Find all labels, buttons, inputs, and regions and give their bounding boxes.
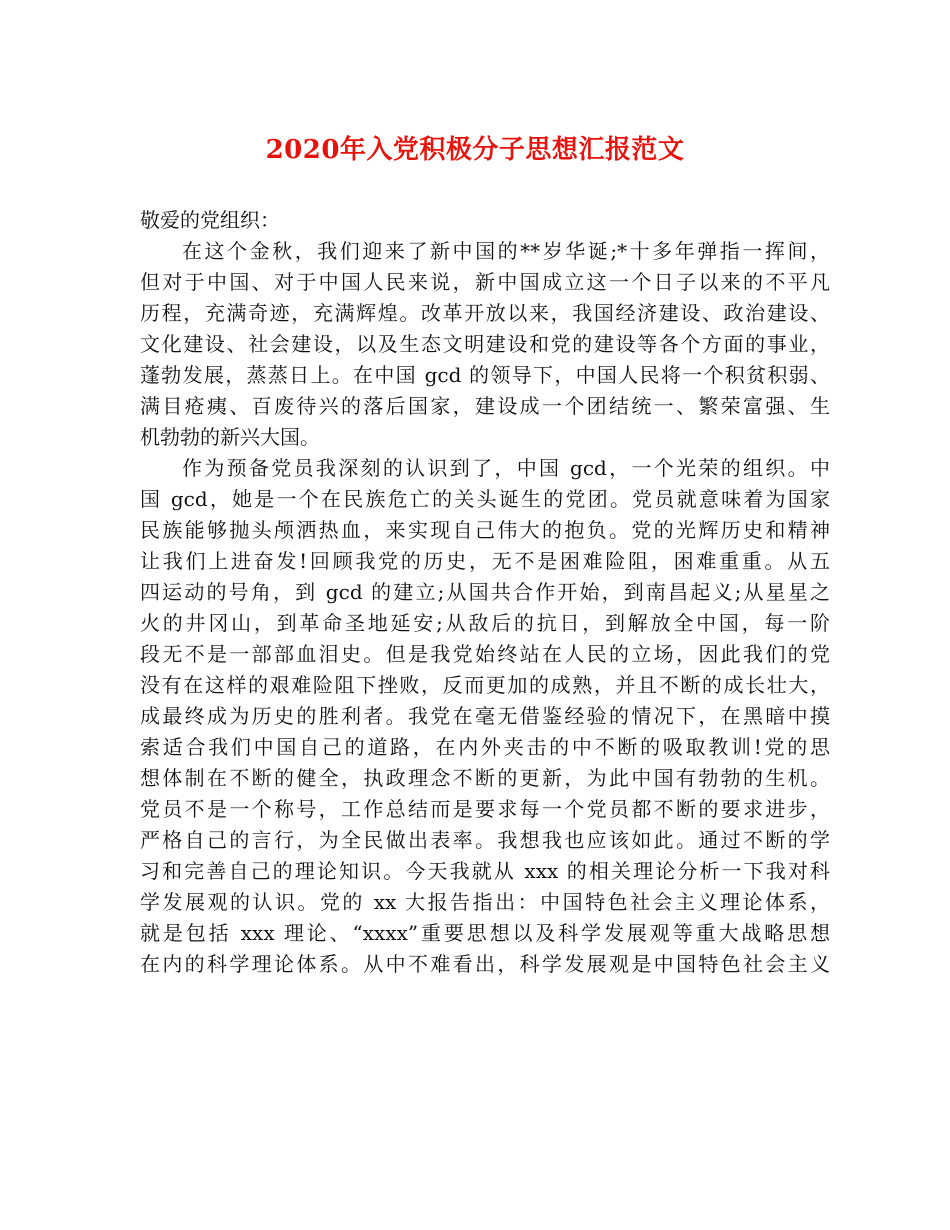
text-line: 党员不是一个称号，工作总结而是要求每一个党员都不断的要求进步， xyxy=(140,797,830,821)
paragraph-2 xyxy=(140,453,830,980)
document-body xyxy=(140,236,830,980)
text-line: 但对于中国、对于中国人民来说，新中国成立这一个日子以来的不平凡 xyxy=(140,270,830,294)
text-line: 就是包括 xxx 理论、“xxxx”重要思想以及科学发展观等重大战略思想 xyxy=(140,921,830,945)
text-line: 机勃勃的新兴大国。 xyxy=(140,425,320,449)
text-line: 想体制在不断的健全，执政理念不断的更新，为此中国有勃勃的生机。 xyxy=(140,766,830,790)
text-line: 国 gcd，她是一个在民族危亡的关头诞生的党团。党员就意味着为国家 xyxy=(140,487,830,511)
text-line: 索适合我们中国自己的道路，在内外夹击的中不断的吸取教训!党的思 xyxy=(140,735,830,759)
text-line: 在这个金秋，我们迎来了新中国的**岁华诞;*十多年弹指一挥间， xyxy=(182,239,830,263)
text-line: 文化建设、社会建设，以及生态文明建设和党的建设等各个方面的事业， xyxy=(140,332,830,356)
document-title: 2020年入党积极分子思想汇报范文 xyxy=(265,135,685,165)
text-line: 习和完善自己的理论知识。今天我就从 xxx 的相关理论分析一下我对科 xyxy=(140,859,830,883)
text-line: 学发展观的认识。党的 xx 大报告指出：中国特色社会主义理论体系， xyxy=(140,890,830,914)
salutation: 敬爱的党组织： xyxy=(140,208,280,232)
text-line: 作为预备党员我深刻的认识到了，中国 gcd，一个光荣的组织。中 xyxy=(182,456,830,480)
text-line: 没有在这样的艰难险阻下挫败，反而更加的成熟，并且不断的成长壮大， xyxy=(140,673,830,697)
text-line: 段无不是一部部血泪史。但是我党始终站在人民的立场，因此我们的党 xyxy=(140,642,830,666)
text-line: 火的井冈山，到革命圣地延安;从敌后的抗日，到解放全中国，每一阶 xyxy=(140,611,830,635)
text-line: 四运动的号角，到 gcd 的建立;从国共合作开始，到南昌起义;从星星之 xyxy=(140,580,830,604)
text-line: 历程，充满奇迹，充满辉煌。改革开放以来，我国经济建设、政治建设、 xyxy=(140,301,830,325)
text-line: 让我们上进奋发!回顾我党的历史，无不是困难险阻，困难重重。从五 xyxy=(140,549,830,573)
paragraph-1 xyxy=(140,236,830,453)
text-line: 蓬勃发展，蒸蒸日上。在中国 gcd 的领导下，中国人民将一个积贫积弱、 xyxy=(140,363,830,387)
text-line: 严格自己的言行，为全民做出表率。我想我也应该如此。通过不断的学 xyxy=(140,828,830,852)
text-line: 在内的科学理论体系。从中不难看出，科学发展观是中国特色社会主义 xyxy=(140,952,830,976)
text-line: 成最终成为历史的胜利者。我党在毫无借鉴经验的情况下，在黑暗中摸 xyxy=(140,704,830,728)
text-line: 满目疮痍、百废待兴的落后国家，建设成一个团结统一、繁荣富强、生 xyxy=(140,394,830,418)
text-line: 民族能够抛头颅洒热血，来实现自己伟大的抱负。党的光辉历史和精神 xyxy=(140,518,830,542)
